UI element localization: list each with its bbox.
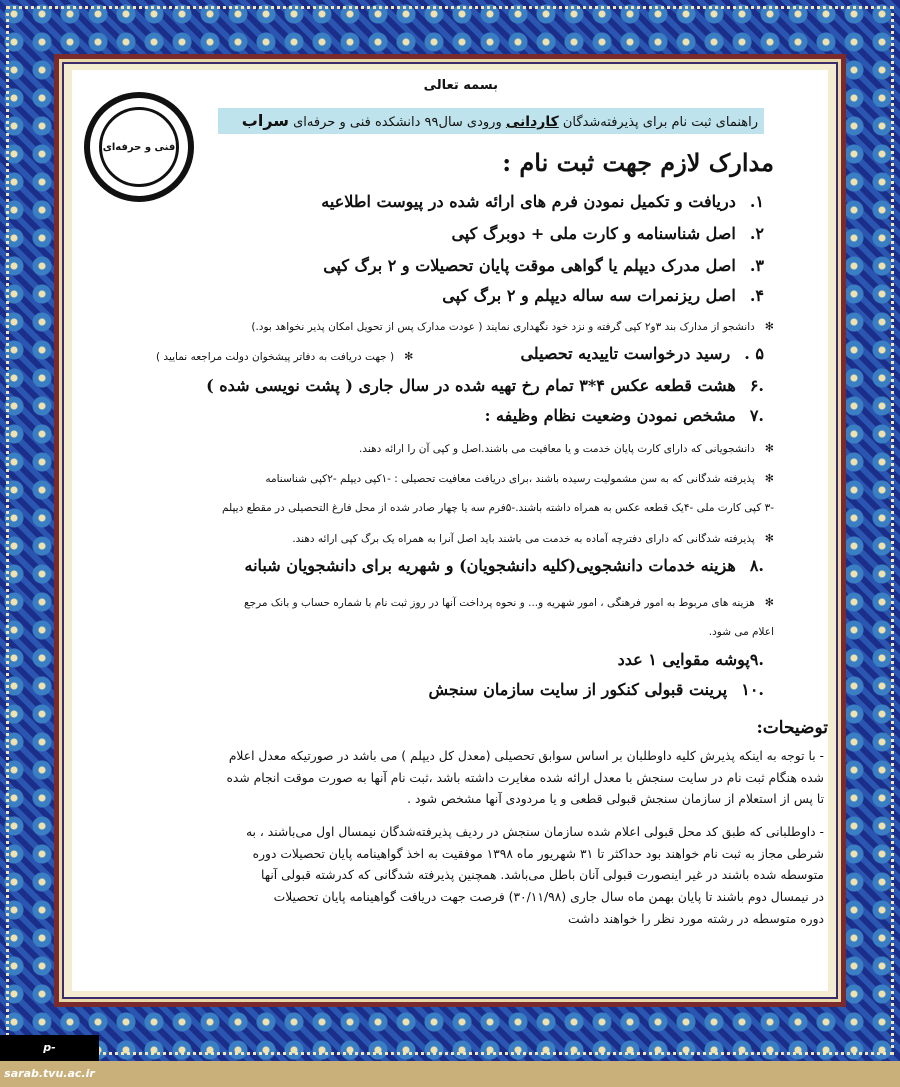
note-item-7d [292,532,774,545]
logo-text: فنی و حرفه‌ای [102,141,176,153]
doc-item-1 [321,192,764,211]
doc-item-4 [442,286,764,305]
doc-item-2 [451,224,764,243]
note-item-7c [222,502,774,514]
star-icon: ✻ [764,472,774,485]
note-item-8 [244,596,774,609]
explanation-paragraph-2 [76,822,824,931]
note-item-8-cont [709,626,774,638]
star-icon: ✻ [404,350,414,363]
item-number: .۸ [749,556,764,575]
intro-college: سراب [241,111,289,130]
item-text: رسید درخواست تاییدیه تحصیلی [520,344,731,363]
note-text: هزینه های مربوط به امور فرهنگی ، امور شهریه و... و نحوه پرداخت آنها در روز ثبت نام با شماره حساب و بانک مرجع [244,597,755,609]
item-number: .۱۰ [741,680,764,699]
doc-item-9 [618,650,764,669]
announcement-page [72,70,828,991]
doc-item-10 [429,680,764,699]
paragraph-line: متوسطه شده باشند در غیر اینصورت قبولی آنان باطل می‌باشد. همچنین پذیرفته شدگانی که کدرشته قبولی آنها [260,868,824,883]
doc-item-5 [520,344,764,363]
star-icon: ✻ [764,320,774,333]
paragraph-line: شرطی مجاز به ثبت نام خواهند بود حداکثر تا ۳۱ شهریور ماه ۱۳۹۸ موفقیت به اخذ گواهینامه پایان تحصیلات دوره [252,846,824,861]
intro-banner [218,108,764,134]
paragraph-line: در نیمسال دوم باشند تا پایان بهمن ماه سال جاری (۳۰/۱۱/۹۸) فرصت جهت دریافت گواهینامه پایان تحصیلات [273,890,824,905]
item-text: دریافت و تکمیل نمودن فرم های ارائه شده در پیوست اطلاعیه [321,192,736,211]
note-text: دانشجویانی که دارای کارت پایان خدمت و یا معافیت می باشند.اصل و کپی آن را ارائه دهند. [359,443,755,455]
note-text: دانشجو از مدارک بند ۳و۲ کپی گرفته و نزد خود نگهداری نمایند ( عودت مدارک پس از تحویل امکان پذیر نخواهد بود.) [251,321,755,333]
item-number: .۷ [749,406,764,425]
item-text: اصل شناسنامه و کارت ملی + دوبرگ کپی [451,224,736,243]
explanation-paragraph-1 [76,746,824,811]
explanations-title: توضیحات: [756,718,828,738]
doc-item-6 [206,376,764,395]
note-item-7b [265,472,774,485]
basmala: بسمه تعالی [423,78,498,93]
site-url-tag: p-sarab.tvu.ac.ir [0,1035,99,1061]
star-icon: ✻ [764,532,774,545]
item-number: ۱. [749,192,764,211]
item-number: ۴. [749,286,764,305]
doc-item-8 [245,556,765,575]
paragraph-line: - داوطلبانی که طبق کد محل قبولی اعلام شده سازمان سنجش در ردیف پذیرفته‌شدگان نیمسال اول می‌باشند ، به [245,825,824,839]
item-text: مشخص نمودن وضعیت نظام وظیفه : [484,406,736,425]
item-text: هزینه خدمات دانشجویی(کلیه دانشجویان) و شهریه برای دانشجویان شبانه [244,556,736,575]
intro-degree: کاردانی [505,114,559,130]
note-item-4 [251,320,774,333]
item-text: پرینت قبولی کنکور از سایت سازمان سنجش [428,680,728,699]
doc-item-3 [323,256,764,275]
paragraph-line: شده هنگام ثبت نام در سایت سنجش با معدل ارائه شده مغایرت داشته باشد ،ثبت نام آنها به صورت موقت انجام شده [226,770,824,785]
item-text: هشت قطعه عکس ۴*۳ تمام رخ تهیه شده در سال جاری ( پشت نویسی شده ) [206,376,736,395]
item-number: ۵ . [744,344,764,363]
paragraph-line: تا پس از استعلام از سازمان سنجش قبولی قطعی و یا مردودی آنها مشخص شود . [407,792,824,807]
college-logo [84,92,194,202]
required-docs-title: مدارک لازم جهت ثبت نام : [502,148,774,177]
item-number: .۶ [749,376,764,395]
paragraph-line: - با توجه به اینکه پذیرش کلیه داوطلبان بر اساس سوابق تحصیلی (معدل کل دیپلم ) می باشد در صورتیکه معدل اعلام [228,749,824,763]
star-icon: ✻ [764,596,774,609]
item-number: ۳. [749,256,764,275]
note-item-5 [156,350,413,363]
logo-emblem [99,107,179,187]
paragraph-line: دوره متوسطه در رشته مورد نظر را خواهند داشت [568,911,824,926]
star-icon: ✻ [764,442,774,455]
intro-text-pre: راهنمای ثبت نام برای پذیرفته‌شدگان [558,115,758,130]
intro-text-mid: ورودی سال۹۹ دانشکده فنی و حرفه‌ای [289,115,506,130]
item-text: اصل ریزنمرات سه ساله دیپلم و ۲ برگ کپی [442,286,736,305]
note-text: پذیرفته شدگانی که دارای دفترچه آماده به خدمت می باشند باید اصل آنرا به همراه یک برگ کپی ارائه دهند. [292,533,755,545]
note-text: پذیرفته شدگانی که به سن مشمولیت رسیده باشند ،برای دریافت معافیت تحصیلی : -۱کپی دیپلم -۲کپی شناسنامه [265,473,755,485]
note-text: اعلام می شود. [708,626,774,638]
doc-item-7 [485,406,764,425]
item-number: ۲. [749,224,764,243]
note-item-7a [359,442,774,455]
item-text: .۹پوشه مقوایی ۱ عدد [617,650,764,669]
note-text: ( جهت دریافت به دفاتر پیشخوان دولت مراجعه نمایید ) [156,351,395,363]
note-text: -۳ کپی کارت ملی -۴یک قطعه عکس به همراه داشته باشند.-۵فرم سه یا چهار صادر شده از محل فارغ التحصیلی در مقطع دیپلم [222,502,774,514]
item-text: اصل مدرک دیپلم یا گواهی موقت پایان تحصیلات و ۲ برگ کپی [323,256,736,275]
